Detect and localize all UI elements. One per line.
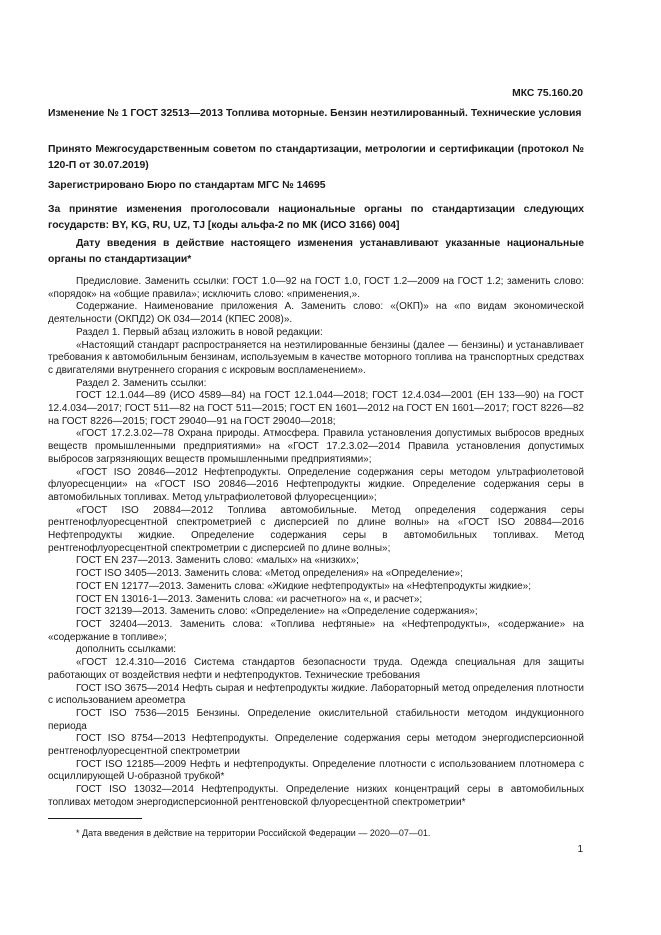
paragraph: Содержание. Наименование приложения А. Заменить слово: «(ОКП)» на «по видам экономической деятельности (ОКПД2) ОК 034—2014 (КПЕС 2008)». [48, 301, 584, 326]
footnote-rule [48, 818, 142, 819]
paragraph: «Настоящий стандарт распространяется на неэтилированные бензины (далее — бензины) и устанавливает требования к автомобильным бензинам, используемым в качестве моторного топлива на транспортных средствах с двигателями внутреннего сгорания с искровым воспламенением». [48, 339, 584, 376]
registration: Зарегистрировано Бюро по стандартам МГС № 14695 [48, 180, 326, 191]
paragraph: «ГОСТ ISO 20884—2012 Топлива автомобильные. Метод определения содержания серы рентгенофлуоресцентной спектрометрией с дисперсией по длине волны» на «ГОСТ ISO 20884—2016 Нефтепродукты жидкие. Определение содержания серы в автомобильных топливах. Метод рентгенофлуоресцентной спектрометрии с дисперсией по длине волны»; [48, 504, 584, 554]
footnote: * Дата введения в действие на территории Российской Федерации — 2020—07—01. [76, 828, 431, 838]
paragraph: дополнить ссылками: [76, 644, 177, 656]
paragraph: ГОСТ EN 12177—2013. Заменить слова: «Жидкие нефтепродукты» на «Нефтепродукты жидкие»; [76, 580, 532, 592]
paragraph: ГОСТ ISO 8754—2013 Нефтепродукты. Определение содержания серы методом энергодисперсионной рентгенофлуоресцентной спектрометрии [48, 733, 584, 758]
paragraph: ГОСТ 32404—2013. Заменить слова: «Топлива нефтяные» на «Нефтепродукты», «содержание» на «содержание в топливе»; [48, 618, 584, 643]
paragraph: «ГОСТ ISO 20846—2012 Нефтепродукты. Определение содержания серы методом ультрафиолетовой флуоресценции» на «ГОСТ ISO 20846—2016 Нефтепродукты жидкие. Определение содержания серы в автомобильных топливах. Метод ультрафиолетовой флуоресценции»; [48, 466, 584, 503]
paragraph: ГОСТ ISO 13032—2014 Нефтепродукты. Определение низких концентраций серы в автомобильных топливах методом энергодисперсионной рентгеновской флуоресцентной спектрометрии* [48, 784, 584, 808]
effective-date-note: Дату введения в действие настоящего изменения устанавливают указанные национальные органы по стандартизации* [48, 238, 584, 265]
voting-states: За принятие изменения проголосовали национальные органы по стандартизации следующих государств: BY, KG, RU, UZ, TJ [коды альфа-2 по МК (ИСО 3166) 004] [48, 204, 584, 231]
amendment-body [48, 276, 584, 810]
amendment-title: Изменение № 1 ГОСТ 32513—2013 Топлива моторные. Бензин неэтилированный. Технические условия [48, 108, 582, 119]
paragraph: Предисловие. Заменить ссылки: ГОСТ 1.0—92 на ГОСТ 1.0, ГОСТ 1.2—2009 на ГОСТ 1.2; заменить слово: «порядок» на «общие правила»; исключить слово: «применения,». [48, 276, 584, 300]
paragraph: ГОСТ EN 237—2013. Заменить слово: «малых» на «низких»; [76, 555, 359, 567]
paragraph: «ГОСТ 17.2.3.02—78 Охрана природы. Атмосфера. Правила установления допустимых выбросов вредных веществ промышленными предприятиями» на «ГОСТ 17.2.3.02—2014 Правила установления допустимых выбросов загрязняющих веществ промышленными предприятиями»; [48, 428, 584, 465]
accepted-by: Принято Межгосударственным советом по стандартизации, метрологии и сертификации (протокол № 120-П от 30.07.2019) [48, 144, 584, 171]
paragraph: ГОСТ ISO 7536—2015 Бензины. Определение окислительной стабильности методом индукционного периода [48, 707, 584, 732]
paragraph: «ГОСТ 12.4.310—2016 Система стандартов безопасности труда. Одежда специальная для защиты работающих от воздействия нефти и нефтепродуктов. Технические требования [48, 657, 584, 681]
paragraph: Раздел 1. Первый абзац изложить в новой редакции: [76, 326, 323, 338]
paragraph: Раздел 2. Заменить ссылки: [76, 377, 207, 389]
paragraph: ГОСТ ISO 12185—2009 Нефть и нефтепродукты. Определение плотности с использованием плотномера с осциллирующей U-образной трубкой* [48, 758, 584, 783]
paragraph: ГОСТ ISO 3675—2014 Нефть сырая и нефтепродукты жидкие. Лабораторный метод определения плотности с использованием ареометра [48, 682, 584, 707]
page-number: 1 [577, 844, 583, 855]
paragraph: ГОСТ EN 13016-1—2013. Заменить слова: «и расчетного» на «, и расчет»; [76, 593, 423, 605]
paragraph: ГОСТ ISO 3405—2013. Заменить слова: «Метод определения» на «Определение»; [76, 568, 463, 580]
paragraph: ГОСТ 32139—2013. Заменить слово: «Определение» на «Определение содержания»; [76, 606, 478, 618]
paragraph: ГОСТ 12.1.044—89 (ИСО 4589—84) на ГОСТ 12.1.044—2018; ГОСТ 12.4.034—2001 (ЕН 133—90) на ГОСТ 12.4.034—2017; ГОСТ 511—82 на ГОСТ 511—2015; ГОСТ EN 1601—2012 на ГОСТ EN 1601—2017; ГОСТ 8226—82 на ГОСТ 8226—2015; ГОСТ 29040—91 на ГОСТ 29040—2018; [48, 390, 584, 427]
mks-code: МКС 75.160.20 [512, 88, 583, 99]
